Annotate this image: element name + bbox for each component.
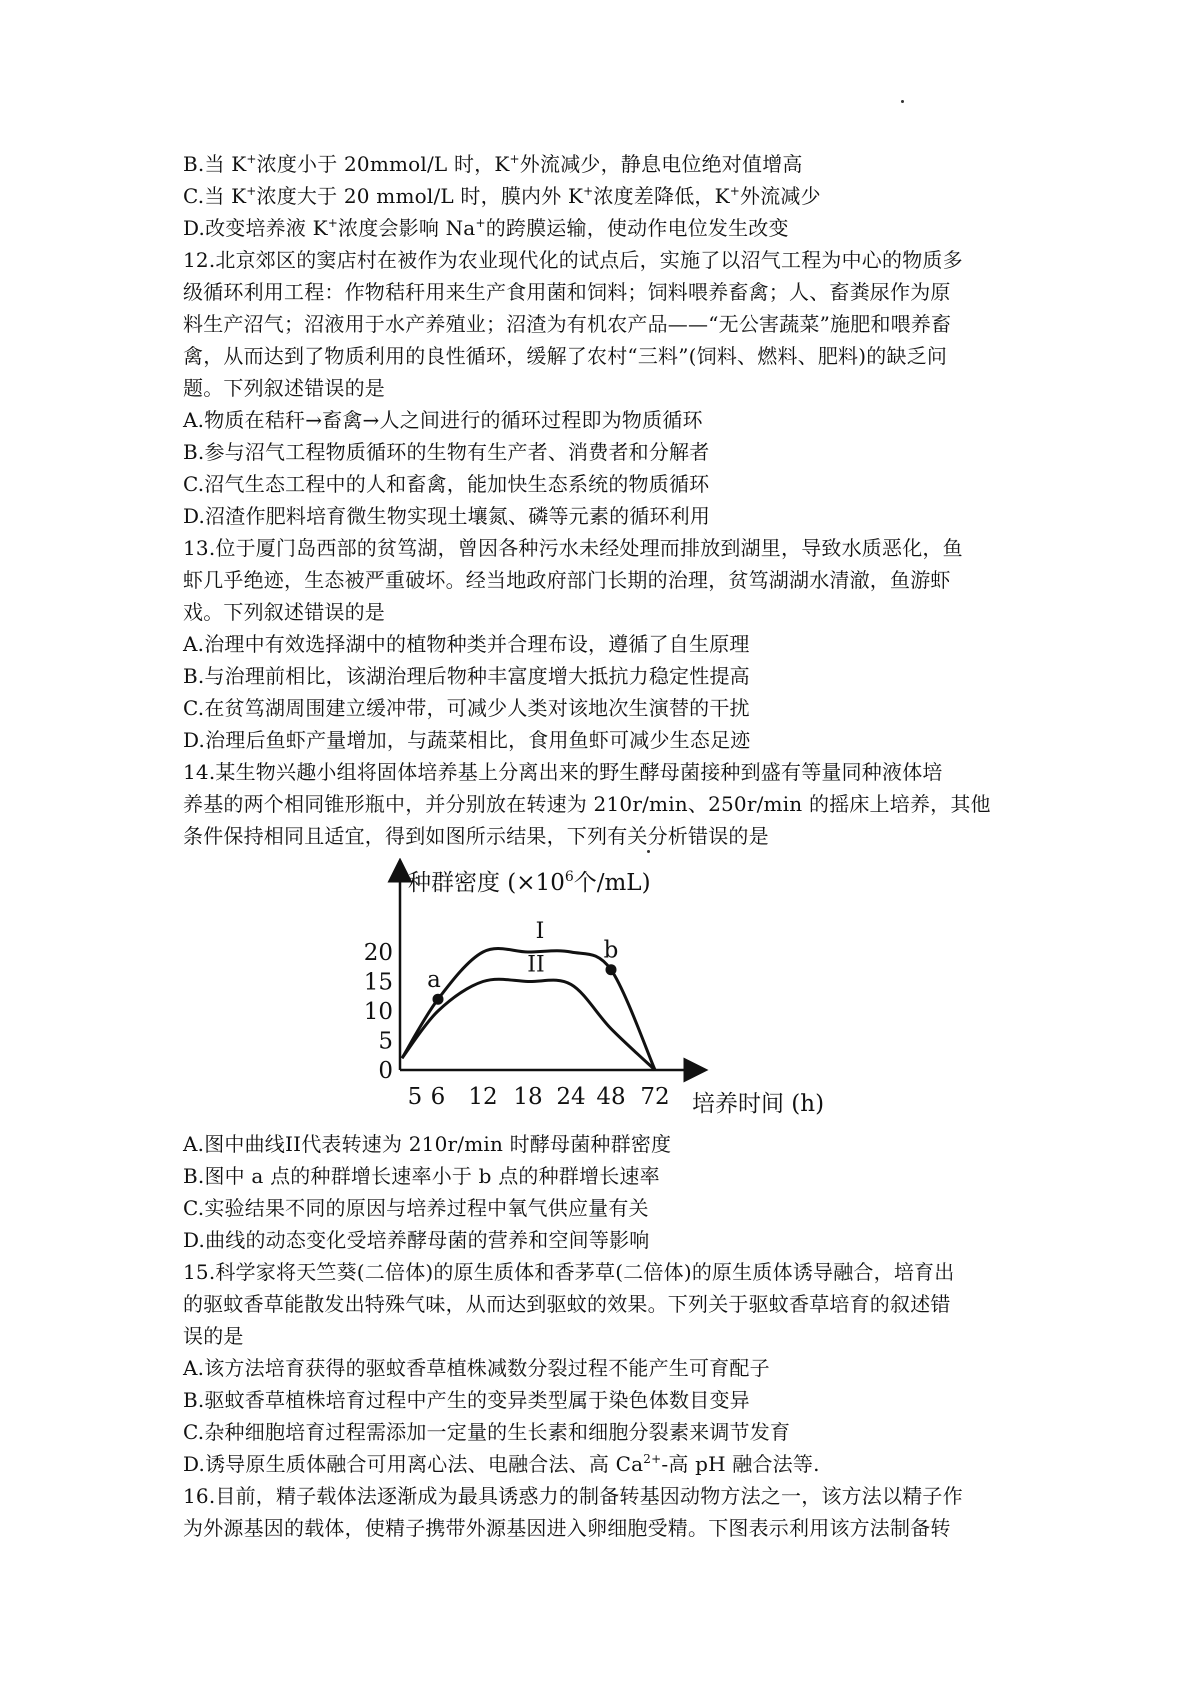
q13-stem-line: 13.位于厦门岛西部的贫笃湖，曾因各种污水未经处理而排放到湖里，导致水质恶化，鱼	[183, 536, 963, 560]
x-tick-label: 6	[430, 1084, 446, 1110]
q14-stem-line: 14.某生物兴趣小组将固体培养基上分离出来的野生酵母菌接种到盛有等量同种液体培	[183, 760, 943, 784]
population-density-chart	[360, 858, 880, 1116]
q13-stem-line: 戏。下列叙述错误的是	[183, 600, 385, 624]
x-tick-label: 12	[468, 1084, 498, 1110]
q16-stem-line: 16.目前，精子载体法逐渐成为最具诱惑力的制备转基因动物方法之一，该方法以精子作	[183, 1484, 963, 1508]
y-tick-label: 0	[378, 1058, 393, 1084]
series-labels	[527, 919, 544, 978]
q14-option-a: A.图中曲线II代表转速为 210r/min 时酵母菌种群密度	[183, 1132, 672, 1156]
x-tick-label: 18	[513, 1084, 543, 1110]
q13-option-d: D.治理后鱼虾产量增加，与蔬菜相比，食用鱼虾可减少生态足迹	[183, 728, 751, 752]
q14-stem-line: 条件保持相同且适宜，得到如图所示结果，下列有关分析错误的是	[183, 824, 769, 848]
q15-stem-line: 15.科学家将天竺葵(二倍体)的原生质体和香茅草(二倍体)的原生质体诱导融合，培育出	[183, 1260, 955, 1284]
point-label-a: a	[427, 967, 441, 994]
q13-stem-line: 虾几乎绝迹，生态被严重破坏。经当地政府部门长期的治理，贫笃湖湖水清澈，鱼游虾	[183, 568, 951, 592]
question-16	[183, 1480, 1043, 1544]
y-tick-label: 5	[378, 1028, 393, 1055]
q14-stem-line: 养基的两个相同锥形瓶中，并分别放在转速为 210r/min、250r/min 的摇床上培养，其他	[183, 792, 991, 816]
q15-option-c: C.杂种细胞培育过程需添加一定量的生长素和细胞分裂素来调节发育	[183, 1420, 791, 1444]
q15-option-b: B.驱蚊香草植株培育过程中产生的变异类型属于染色体数目变异	[183, 1388, 750, 1412]
q12-stem-line: 12.北京郊区的窦店村在被作为农业现代化的试点后，实施了以沼气工程为中心的物质多	[183, 248, 963, 272]
q12-option-a: A.物质在秸秆→畜禽→人之间进行的循环过程即为物质循环	[183, 408, 703, 432]
x-tick-label: 5	[407, 1084, 423, 1110]
q11-option-c: C.当 K+浓度大于 20 mmol/L 时，膜内外 K+浓度差降低，K+外流减少	[183, 184, 821, 208]
q12-option-b: B.参与沼气工程物质循环的生物有生产者、消费者和分解者	[183, 440, 710, 464]
q14-option-c: C.实验结果不同的原因与培养过程中氧气供应量有关	[183, 1196, 649, 1220]
q12-stem-line: 级循环利用工程：作物秸秆用来生产食用菌和饲料；饲料喂养畜禽；人、畜粪尿作为原	[183, 280, 951, 304]
x-tick-labels	[408, 1084, 670, 1110]
q12-option-d: D.沼渣作肥料培育微生物实现土壤氮、磷等元素的循环利用	[183, 504, 711, 528]
q12-stem-line: 禽，从而达到了物质利用的良性循环，缓解了农村“三料”(饲料、燃料、肥料)的缺乏问	[183, 344, 948, 368]
question-15	[183, 1256, 1043, 1480]
q12-stem-line: 题。下列叙述错误的是	[183, 376, 385, 400]
q11-option-b: B.当 K+浓度小于 20mmol/L 时，K+外流减少，静息电位绝对值增高	[183, 152, 803, 176]
x-tick-label: 24	[556, 1084, 586, 1110]
y-tick-label: 10	[363, 999, 393, 1025]
q13-option-b: B.与治理前相比，该湖治理后物种丰富度增大抵抗力稳定性提高	[183, 664, 750, 688]
q11-options	[183, 148, 1043, 244]
x-tick-label: 72	[640, 1084, 670, 1110]
q12-option-c: C.沼气生态工程中的人和畜禽，能加快生态系统的物质循环	[183, 472, 710, 496]
series-label-I: I	[535, 919, 545, 944]
q15-option-a: A.该方法培育获得的驱蚊香草植株减数分裂过程不能产生可育配子	[183, 1356, 770, 1380]
q16-stem-line: 为外源基因的载体，使精子携带外源基因进入卵细胞受精。下图表示利用该方法制备转	[183, 1516, 951, 1540]
chart-svg	[360, 858, 880, 1116]
y-tick-label: 20	[363, 940, 393, 966]
q13-option-a: A.治理中有效选择湖中的植物种类并合理布设，遵循了自生原理	[183, 632, 750, 656]
q14-options	[183, 1128, 1043, 1256]
y-tick-label: 15	[363, 969, 393, 996]
series-label-II: II	[527, 952, 545, 978]
q14-option-b: B.图中 a 点的种群增长速率小于 b 点的种群增长速率	[183, 1164, 660, 1188]
y-axis-label: 种群密度 ($\times 10^6$个/mL)	[408, 869, 651, 896]
q15-stem-line: 误的是	[183, 1324, 244, 1348]
q15-stem-line: 的驱蚊香草能散发出特殊气味，从而达到驱蚊的效果。下列关于驱蚊香草培育的叙述错	[183, 1292, 951, 1316]
point-a	[433, 994, 444, 1005]
q14-option-d: D.曲线的动态变化受培养酵母菌的营养和空间等影响	[183, 1228, 650, 1252]
question-12	[183, 244, 1043, 532]
q11-option-d: D.改变培养液 K+浓度会影响 Na+的跨膜运输，使动作电位发生改变	[183, 216, 789, 240]
x-axis-label: 培养时间 (h)	[692, 1091, 825, 1116]
point-b	[606, 964, 617, 975]
scan-speck	[901, 100, 904, 103]
q12-stem-line: 料生产沼气；沼液用于水产养殖业；沼渣为有机农产品——“无公害蔬菜”施肥和喂养畜	[183, 312, 952, 336]
q15-option-d: D.诱导原生质体融合可用离心法、电融合法、高 $Ca^{2+}-$高 pH 融合法等.	[183, 1452, 820, 1476]
point-label-b: b	[603, 937, 619, 964]
q13-option-c: C.在贫笃湖周围建立缓冲带，可减少人类对该地次生演替的干扰	[183, 696, 750, 720]
x-tick-label: 48	[596, 1084, 626, 1110]
question-13	[183, 532, 1043, 756]
question-14	[183, 756, 1043, 852]
y-tick-labels	[364, 940, 393, 1084]
